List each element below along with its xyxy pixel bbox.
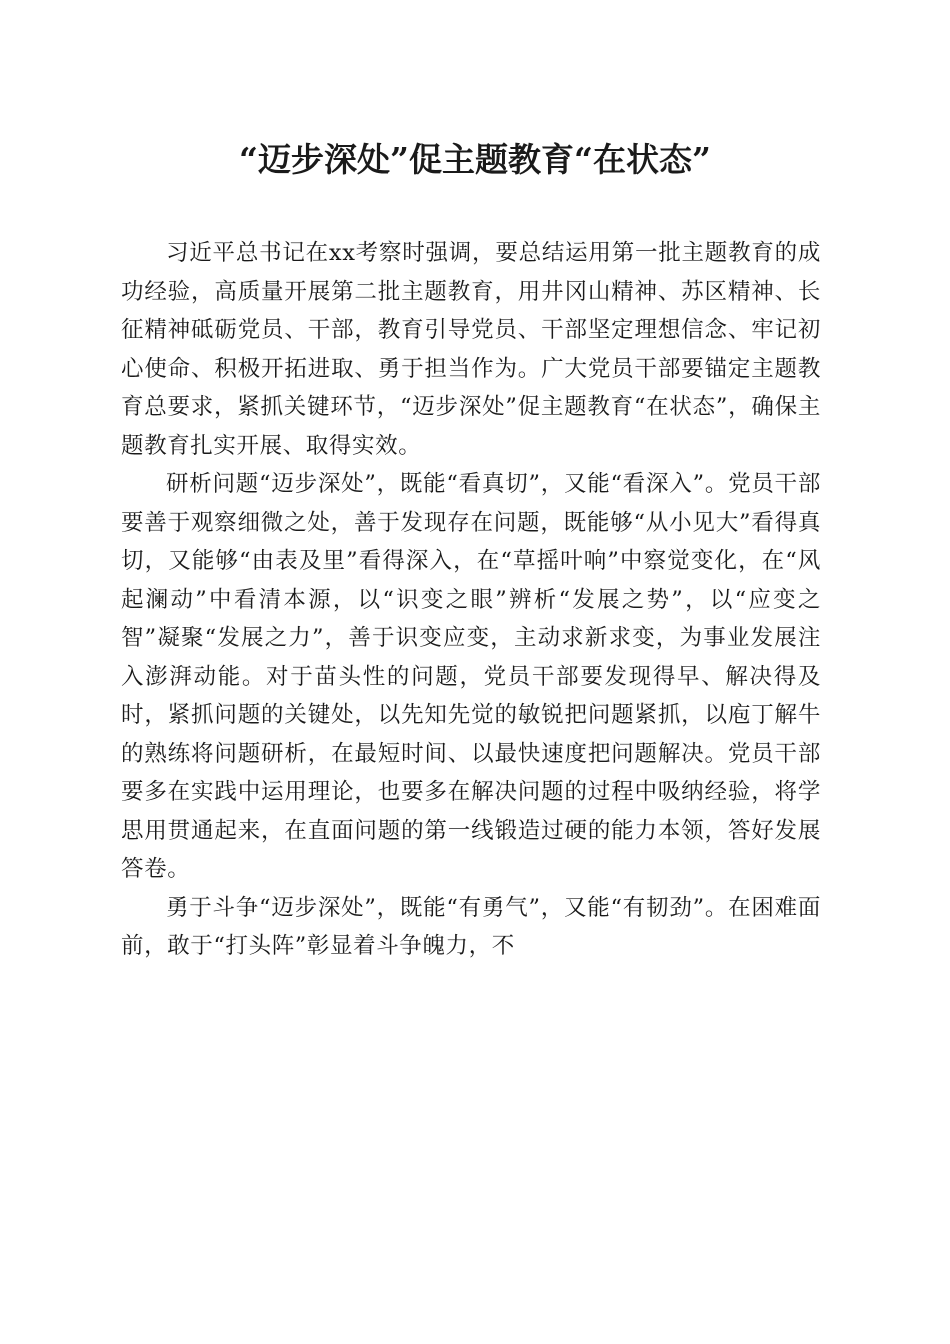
paragraph-3: 勇于斗争“迈步深处”，既能“有勇气”，又能“有韧劲”。在困难面前，敢于“打头阵”彰显着斗争魄力，不 xyxy=(121,894,821,959)
paragraph-1: 习近平总书记在xx考察时强调，要总结运用第一批主题教育的成功经验，高质量开展第二批主题教育，用井冈山精神、苏区精神、长征精神砥砺党员、干部，教育引导党员、干部坚定理想信念、牢记初心使命、积极开拓进取、勇于担当作为。广大党员干部要锚定主题教育总要求，紧抓关键环节，“迈步深处”促主题教育“在状态”，确保主题教育扎实开展、取得实效。 xyxy=(121,240,821,459)
document-title: “迈步深处”促主题教育“在状态” xyxy=(239,140,711,179)
paragraph-2: 研析问题“迈步深处”，既能“看真切”，又能“看深入”。党员干部要善于观察细微之处，善于发现存在问题，既能够“从小见大”看得真切，又能够“由表及里”看得深入，在“草摇叶响”中察觉变化，在“风起澜动”中看清本源，以“识变之眼”辨析“发展之势”，以“应变之智”凝聚“发展之力”，善于识变应变，主动求新求变，为事业发展注入澎湃动能。对于苗头性的问题，党员干部要发现得早、解决得及时，紧抓问题的关键处，以先知先觉的敏锐把问题紧抓，以庖丁解牛的熟练将问题研析，在最短时间、以最快速度把问题解决。党员干部要多在实践中运用理论，也要多在解决问题的过程中吸纳经验，将学思用贯通起来，在直面问题的第一线锻造过硬的能力本领，答好发展答卷。 xyxy=(121,471,821,882)
document-body xyxy=(121,234,821,966)
